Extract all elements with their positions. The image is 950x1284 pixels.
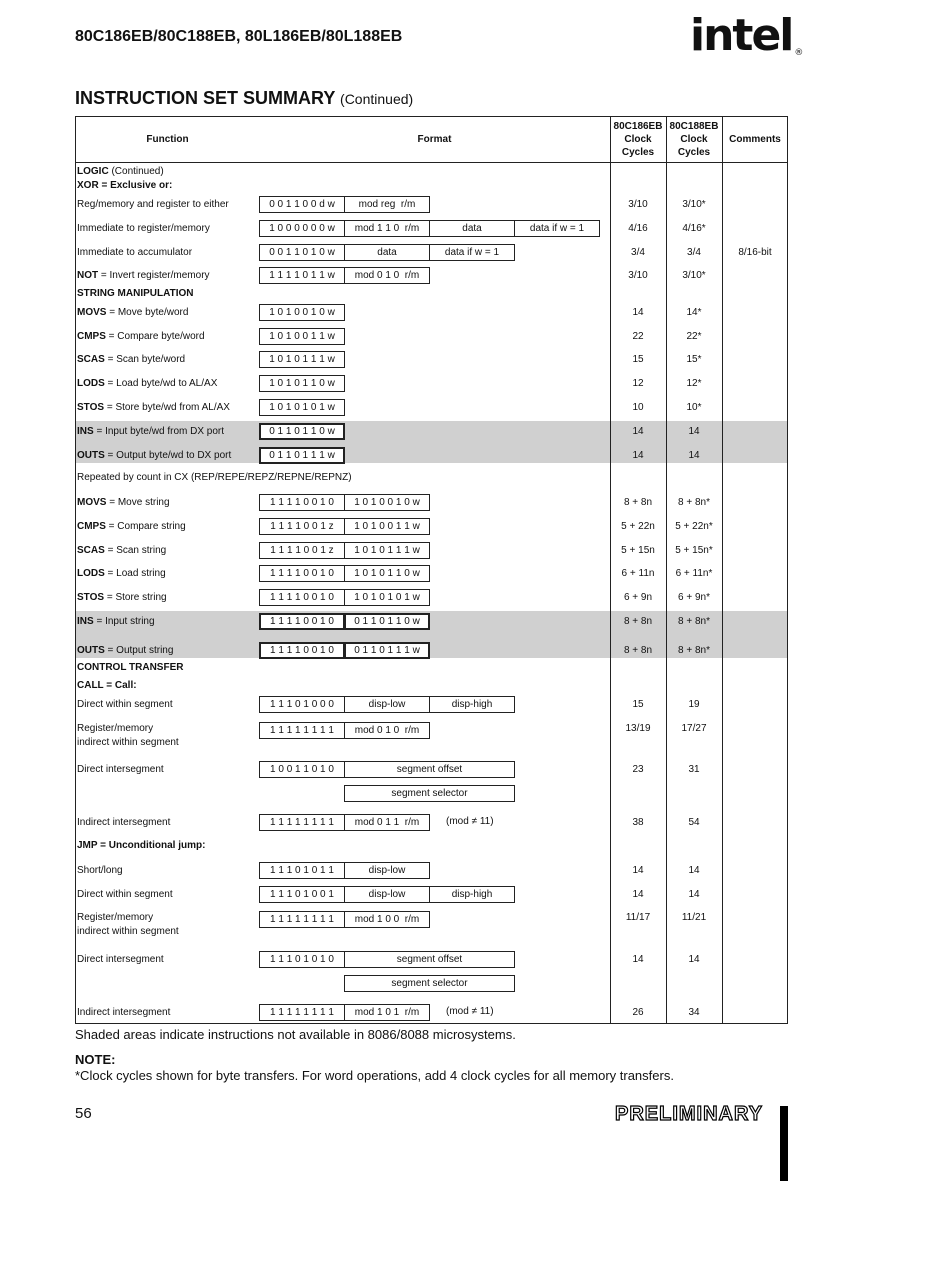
clock-cycles-80c188eb: 8 + 8n* (678, 616, 710, 627)
col-header-80c188eb-cycles: 80C188EB Clock Cycles (669, 121, 719, 158)
opcode-field: 1 1 1 1 1 1 1 1 (259, 1004, 345, 1021)
clock-cycles-80c188eb: 15* (686, 354, 702, 365)
opcode-field: mod 0 1 0 r/m (344, 722, 430, 739)
clock-cycles-80c186eb: 14 (632, 450, 644, 461)
opcode-field: 1 1 1 0 1 0 0 0 (259, 696, 345, 713)
clock-cycles-80c188eb: 14 (688, 865, 700, 876)
function-cell: STOS = Store string (77, 592, 167, 603)
clock-cycles-80c186eb: 23 (632, 764, 644, 775)
registered-mark: ® (794, 48, 802, 58)
document-header-title: 80C186EB/80C188EB, 80L186EB/80L188EB (75, 28, 403, 45)
revision-bar (780, 1106, 788, 1181)
opcode-field: 1 0 1 0 1 1 1 w (259, 351, 345, 368)
function-cell: Register/memory indirect within segment (77, 723, 179, 748)
function-cell: Direct within segment (77, 889, 173, 900)
clock-cycles-80c188eb: 6 + 11n* (675, 568, 713, 579)
function-cell: SCAS = Scan byte/word (77, 354, 186, 365)
opcode-field: disp-low (344, 696, 430, 713)
clock-cycles-80c188eb: 4/16* (682, 223, 706, 234)
col-header-80c186eb-cycles: 80C186EB Clock Cycles (613, 121, 663, 158)
function-cell: CMPS = Compare string (77, 521, 186, 532)
clock-cycles-80c186eb: 3/10 (628, 199, 648, 210)
function-cell: LODS = Load byte/wd to AL/AX (77, 378, 218, 389)
mod-condition-note: (mod ≠ 11) (446, 816, 494, 827)
opcode-field: segment selector (344, 785, 515, 802)
clock-cycles-80c188eb: 3/10* (682, 270, 706, 281)
opcode-field: 1 1 1 0 1 0 0 1 (259, 886, 345, 903)
clock-cycles-80c186eb: 38 (632, 817, 644, 828)
row-heading: CONTROL TRANSFER (77, 662, 184, 673)
opcode-field: 1 0 1 0 0 1 0 w (344, 494, 430, 511)
function-cell: MOVS = Move string (77, 497, 170, 508)
page-number: 56 (75, 1105, 92, 1122)
clock-cycles-80c186eb: 10 (632, 402, 644, 413)
opcode-field: 1 0 1 0 1 1 0 w (259, 375, 345, 392)
section-title-continued: (Continued) (340, 91, 414, 107)
clock-cycles-80c188eb: 5 + 22n* (675, 521, 713, 532)
clock-cycles-80c188eb: 22* (686, 331, 702, 342)
clock-cycles-80c186eb: 13/19 (625, 723, 651, 734)
clock-cycles-80c188eb: 54 (688, 817, 700, 828)
clock-cycles-80c188eb: 12* (686, 378, 702, 389)
function-cell: NOT = Invert register/memory (77, 270, 210, 281)
opcode-field: data (344, 244, 430, 261)
clock-cycles-80c186eb: 22 (632, 331, 644, 342)
function-cell: Direct within segment (77, 699, 173, 710)
clock-cycles-80c188eb: 10* (686, 402, 702, 413)
function-cell: INS = Input byte/wd from DX port (77, 426, 225, 437)
row-heading: CALL = Call: (77, 680, 137, 691)
function-cell: Indirect intersegment (77, 817, 171, 828)
opcode-field: disp-low (344, 886, 430, 903)
clock-cycles-80c186eb: 15 (632, 699, 644, 710)
mod-condition-note: (mod ≠ 11) (446, 1006, 494, 1017)
clock-cycles-80c186eb: 14 (632, 307, 644, 318)
opcode-field: 1 0 1 0 1 0 1 w (259, 399, 345, 416)
function-cell: Direct intersegment (77, 764, 164, 775)
function-cell: LODS = Load string (77, 568, 166, 579)
opcode-field: 1 1 1 1 0 0 1 0 (259, 565, 345, 582)
row-heading: STRING MANIPULATION (77, 288, 194, 299)
opcode-field: 1 1 1 1 0 0 1 z (259, 542, 345, 559)
note-heading: NOTE: (75, 1052, 116, 1067)
clock-cycles-80c188eb: 3/4 (687, 247, 701, 258)
opcode-field: data if w = 1 (514, 220, 600, 237)
clock-cycles-80c188eb: 11/21 (681, 912, 707, 923)
opcode-field: mod 1 0 0 r/m (344, 911, 430, 928)
clock-cycles-80c186eb: 3/10 (628, 270, 648, 281)
section-title: INSTRUCTION SET SUMMARY (Continued) (75, 88, 414, 108)
clock-cycles-80c188eb: 6 + 9n* (678, 592, 710, 603)
opcode-field: 1 0 1 0 0 1 1 w (259, 328, 345, 345)
clock-cycles-80c188eb: 8 + 8n* (678, 497, 710, 508)
opcode-field: 1 1 1 1 0 0 1 0 (259, 494, 345, 511)
clock-cycles-80c186eb: 8 + 8n (623, 616, 653, 627)
row-heading: XOR = Exclusive or: (77, 180, 173, 191)
opcode-field: 1 1 1 1 1 1 1 1 (259, 911, 345, 928)
clock-cycles-80c188eb: 19 (688, 699, 700, 710)
clock-cycles-80c186eb: 6 + 11n (621, 568, 655, 579)
function-cell: STOS = Store byte/wd from AL/AX (77, 402, 230, 413)
function-cell: Register/memory indirect within segment (77, 912, 179, 937)
function-cell: Direct intersegment (77, 954, 164, 965)
clock-cycles-80c188eb: 5 + 15n* (675, 545, 713, 556)
clock-cycles-80c186eb: 11/17 (625, 912, 651, 923)
clock-cycles-80c188eb: 31 (688, 764, 700, 775)
clock-cycles-80c186eb: 15 (632, 354, 644, 365)
opcode-field: 0 0 1 1 0 0 d w (259, 196, 345, 213)
opcode-field: 1 0 1 0 1 1 1 w (344, 542, 430, 559)
function-cell: Immediate to accumulator (77, 247, 193, 258)
clock-cycles-80c188eb: 3/10* (682, 199, 706, 210)
opcode-field: 1 1 1 1 1 1 1 1 (259, 722, 345, 739)
clock-cycles-80c186eb: 14 (632, 954, 644, 965)
opcode-field: 0 1 1 0 1 1 0 w (344, 613, 430, 630)
opcode-field: 1 1 1 1 1 1 1 1 (259, 814, 345, 831)
row-heading: LOGIC (Continued) (77, 166, 164, 177)
clock-cycles-80c188eb: 14 (688, 889, 700, 900)
function-cell: INS = Input string (77, 616, 155, 627)
function-cell: SCAS = Scan string (77, 545, 167, 556)
function-cell: Reg/memory and register to either (77, 199, 229, 210)
opcode-field: 1 0 0 1 1 0 1 0 (259, 761, 345, 778)
clock-cycles-80c186eb: 14 (632, 426, 644, 437)
function-cell: MOVS = Move byte/word (77, 307, 189, 318)
opcode-field: 1 0 0 0 0 0 0 w (259, 220, 345, 237)
clock-cycles-80c188eb: 8 + 8n* (678, 645, 710, 656)
clock-cycles-80c188eb: 14 (688, 450, 700, 461)
opcode-field: segment offset (344, 951, 515, 968)
clock-cycles-80c186eb: 14 (632, 889, 644, 900)
note-body: *Clock cycles shown for byte transfers. For word operations, add 4 clock cycles for all memory transfers. (75, 1068, 674, 1083)
opcode-field: disp-high (429, 696, 515, 713)
function-cell: Indirect intersegment (77, 1007, 171, 1018)
function-cell: CMPS = Compare byte/word (77, 331, 205, 342)
opcode-field: mod 0 1 0 r/m (344, 267, 430, 284)
clock-cycles-80c186eb: 6 + 9n (623, 592, 653, 603)
clock-cycles-80c186eb: 26 (632, 1007, 644, 1018)
col-header-function: Function (146, 134, 189, 145)
opcode-field: segment selector (344, 975, 515, 992)
opcode-field: 0 0 1 1 0 1 0 w (259, 244, 345, 261)
opcode-field: 0 1 1 0 1 1 1 w (259, 447, 345, 464)
clock-cycles-80c186eb: 3/4 (631, 247, 645, 258)
opcode-field: 1 1 1 1 0 0 1 z (259, 518, 345, 535)
opcode-field: 1 0 1 0 0 1 1 w (344, 518, 430, 535)
clock-cycles-80c186eb: 5 + 15n (621, 545, 655, 556)
shaded-areas-note: Shaded areas indicate instructions not available in 8086/8088 microsystems. (75, 1027, 516, 1042)
clock-cycles-80c186eb: 14 (632, 865, 644, 876)
opcode-field: 1 1 1 1 0 1 1 w (259, 267, 345, 284)
opcode-field: data (429, 220, 515, 237)
opcode-field: 1 0 1 0 1 1 0 w (344, 565, 430, 582)
clock-cycles-80c186eb: 5 + 22n (621, 521, 655, 532)
function-cell: Short/long (77, 865, 123, 876)
opcode-field: disp-high (429, 886, 515, 903)
clock-cycles-80c186eb: 12 (632, 378, 644, 389)
opcode-field: 0 1 1 0 1 1 1 w (344, 642, 430, 659)
function-cell: Immediate to register/memory (77, 223, 210, 234)
opcode-field: 1 1 1 1 0 0 1 0 (259, 642, 345, 659)
opcode-field: 1 0 1 0 1 0 1 w (344, 589, 430, 606)
clock-cycles-80c186eb: 8 + 8n (623, 645, 653, 656)
clock-cycles-80c188eb: 34 (688, 1007, 700, 1018)
opcode-field: mod 1 1 0 r/m (344, 220, 430, 237)
preliminary-stamp: PRELIMINARY (615, 1103, 764, 1125)
opcode-field: segment offset (344, 761, 515, 778)
opcode-field: 1 1 1 0 1 0 1 0 (259, 951, 345, 968)
opcode-field: mod 0 1 1 r/m (344, 814, 430, 831)
function-cell: OUTS = Output string (77, 645, 174, 656)
opcode-field: disp-low (344, 862, 430, 879)
function-cell: OUTS = Output byte/wd to DX port (77, 450, 232, 461)
clock-cycles-80c188eb: 14 (688, 954, 700, 965)
row-heading: JMP = Unconditional jump: (77, 840, 206, 851)
opcode-field: 0 1 1 0 1 1 0 w (259, 423, 345, 440)
col-header-comments: Comments (729, 134, 781, 145)
opcode-field: 1 1 1 0 1 0 1 1 (259, 862, 345, 879)
opcode-field: 1 1 1 1 0 0 1 0 (259, 613, 345, 630)
clock-cycles-80c188eb: 14 (688, 426, 700, 437)
clock-cycles-80c188eb: 14* (686, 307, 702, 318)
opcode-field: mod reg r/m (344, 196, 430, 213)
opcode-field: data if w = 1 (429, 244, 515, 261)
opcode-field: 1 1 1 1 0 0 1 0 (259, 589, 345, 606)
clock-cycles-80c188eb: 17/27 (681, 723, 707, 734)
instruction-table (75, 116, 788, 1024)
opcode-field: 1 0 1 0 0 1 0 w (259, 304, 345, 321)
clock-cycles-80c186eb: 8 + 8n (623, 497, 653, 508)
row-heading: Repeated by count in CX (REP/REPE/REPZ/REPNE/REPNZ) (77, 472, 352, 483)
comment-cell: 8/16-bit (738, 247, 772, 258)
intel-logo: intel ® (690, 10, 802, 61)
opcode-field: mod 1 0 1 r/m (344, 1004, 430, 1021)
clock-cycles-80c186eb: 4/16 (628, 223, 648, 234)
col-header-format: Format (417, 134, 452, 145)
